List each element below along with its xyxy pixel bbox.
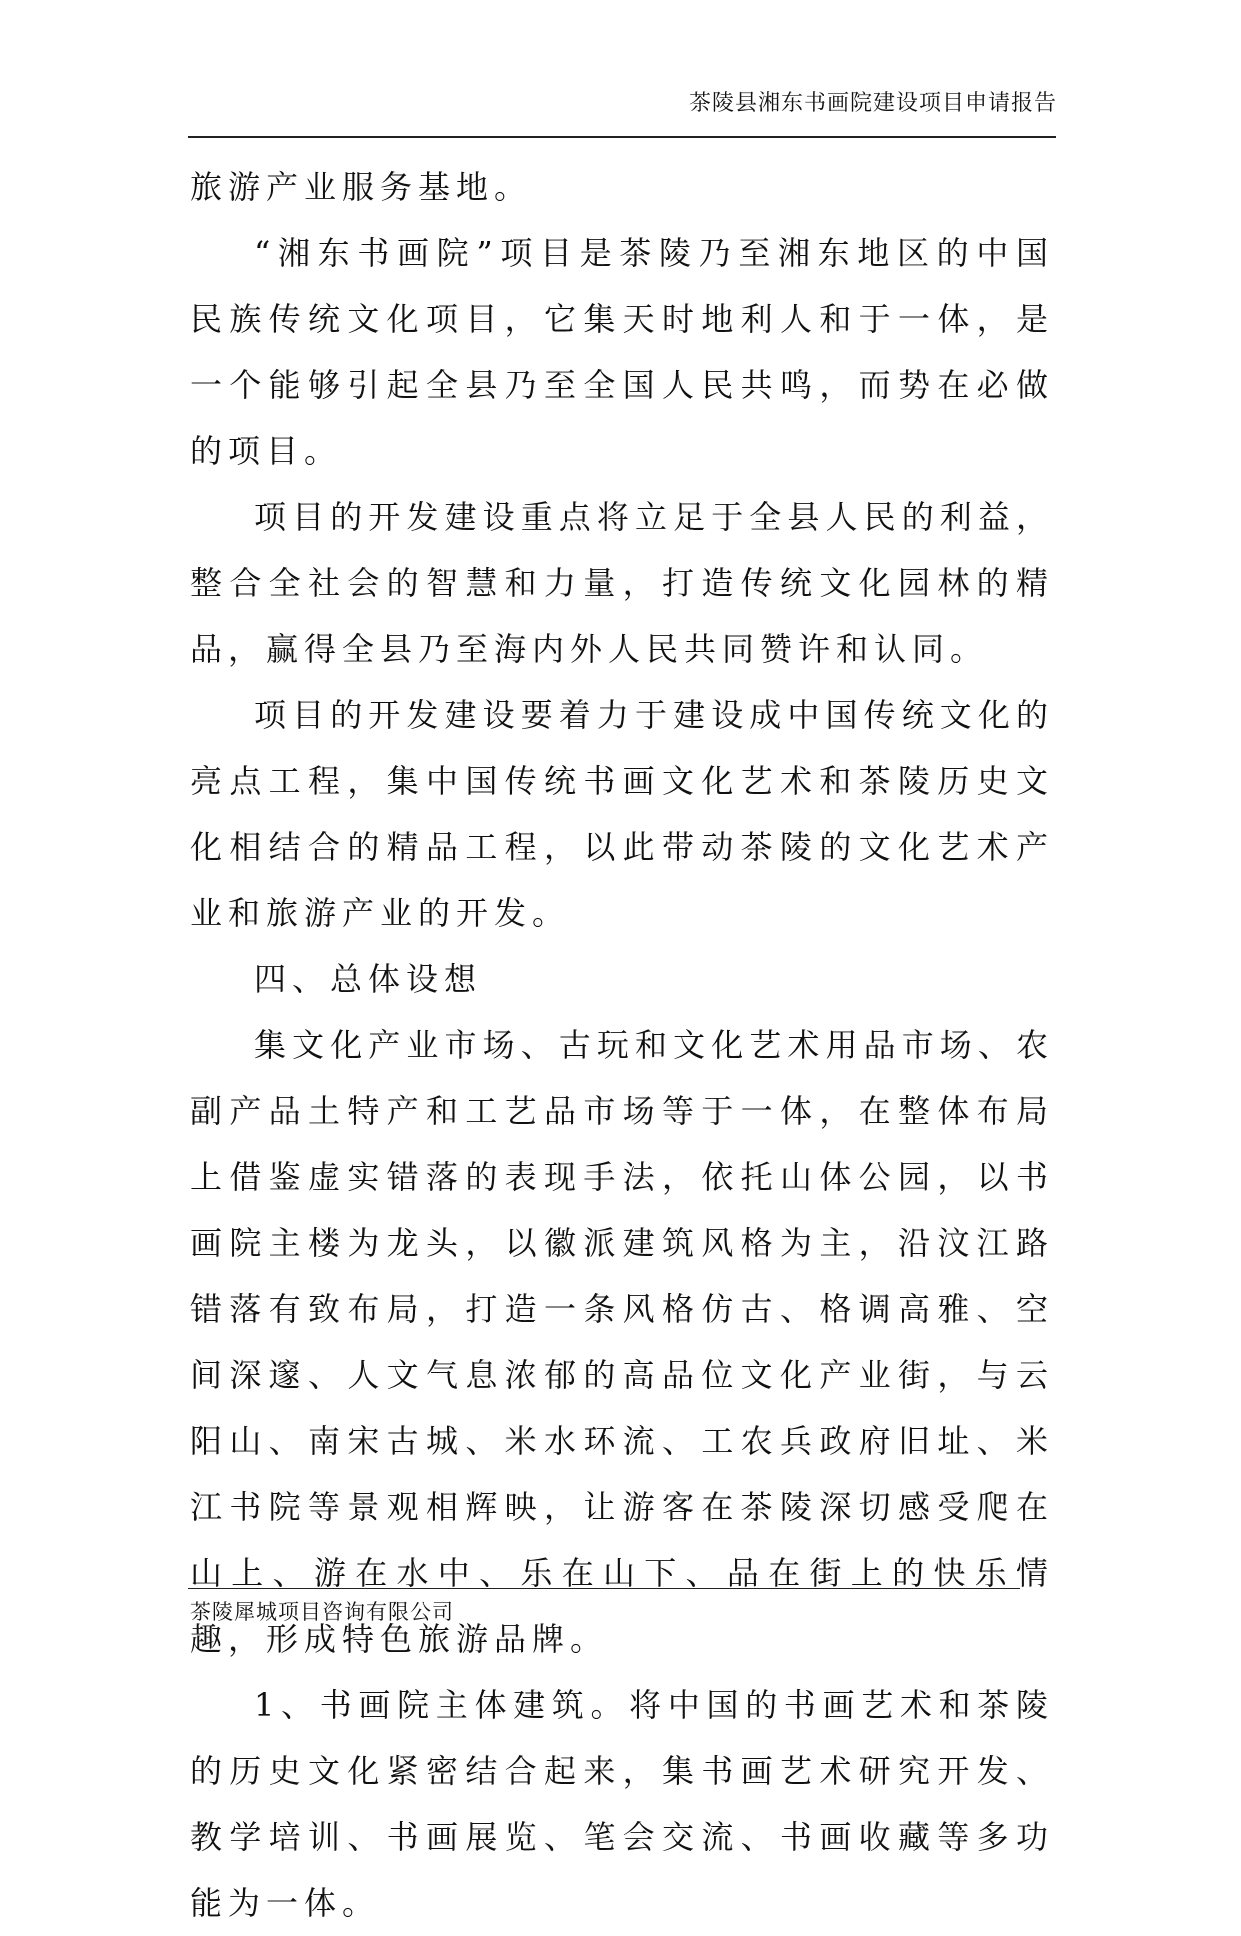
paragraph-highlight-project: 项目的开发建设要着力于建设成中国传统文化的亮点工程，集中国传统书画文化艺术和茶陵历史文化相结合的精品工程，以此带动茶陵的文化艺术产业和旅游产业的开发。 <box>190 696 1054 932</box>
footer-company-name: 茶陵犀城项目咨询有限公司 <box>190 1600 454 1624</box>
footer-divider <box>188 1588 1020 1589</box>
document-body <box>190 154 1054 1936</box>
paragraph-continuation: 旅游产业服务基地。 <box>190 168 533 206</box>
paragraph-main-building: 1、书画院主体建筑。将中国的书画艺术和茶陵的历史文化紧密结合起来，集书画艺术研究开发、教学培训、书画展览、笔会交流、书画收藏等多功能为一体。 <box>190 1686 1054 1922</box>
section-heading-overall-concept: 四、总体设想 <box>254 960 483 998</box>
header-divider <box>188 136 1056 138</box>
paragraph-overall-concept: 集文化产业市场、古玩和文化艺术用品市场、农副产品土特产和工艺品市场等于一体，在整体布局上借鉴虚实错落的表现手法，依托山体公园，以书画院主楼为龙头，以徽派建筑风格为主，沿汶江路错落有致布局，打造一条风格仿古、格调高雅、空间深邃、人文气息浓郁的高品位文化产业街，与云阳山、南宋古城、米水环流、工农兵政府旧址、米江书院等景观相辉映，让游客在茶陵深切感受爬在山上、游在水中、乐在山下、品在街上的快乐情趣，形成特色旅游品牌。 <box>190 1026 1054 1658</box>
paragraph-project-intro: “湘东书画院”项目是茶陵乃至湘东地区的中国民族传统文化项目，它集天时地利人和于一体，是一个能够引起全县乃至全国人民共鸣，而势在必做的项目。 <box>190 234 1054 470</box>
page-header-title: 茶陵县湘东书画院建设项目申请报告 <box>688 91 1057 116</box>
paragraph-development-focus: 项目的开发建设重点将立足于全县人民的利益，整合全社会的智慧和力量，打造传统文化园林的精品，赢得全县乃至海内外人民共同赞许和认同。 <box>190 498 1054 668</box>
